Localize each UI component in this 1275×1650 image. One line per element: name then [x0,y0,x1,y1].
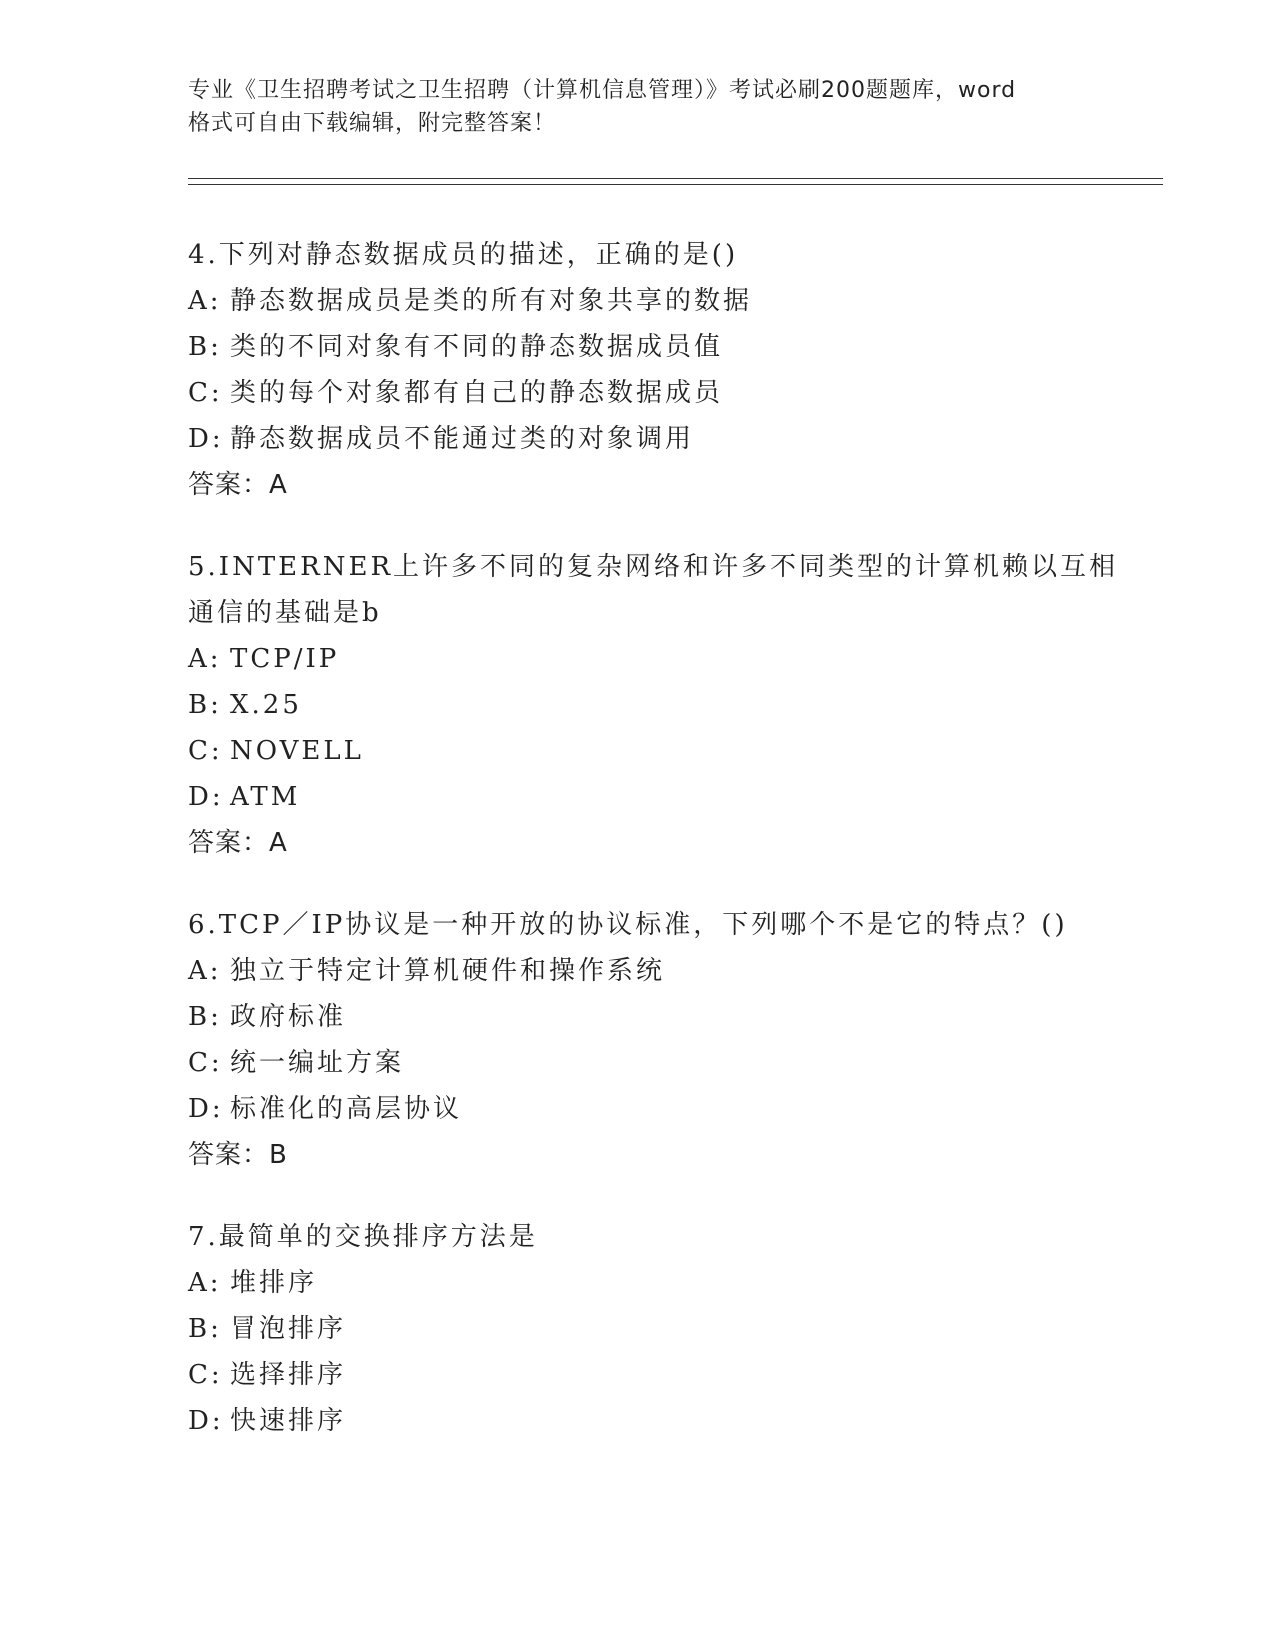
question-6 [188,902,1088,1178]
option-text: 政府标准 [230,1002,347,1032]
option-d [188,774,1088,820]
option-text: 静态数据成员不能通过类的对象调用 [230,424,695,454]
option-key: D: [188,424,224,454]
question-stem: 4.下列对静态数据成员的描述，正确的是() [188,240,739,270]
option-d [188,1398,1088,1444]
option-text: ATM [230,782,301,812]
option-text: 独立于特定计算机硬件和操作系统 [230,956,666,986]
header-divider-bottom [188,184,1163,185]
question-stem-line-1: 5.INTERNER上许多不同的复杂网络和许多不同类型的计算机赖以互相 [188,552,1119,582]
question-stem: 6.TCP／IP协议是一种开放的协议标准，下列哪个不是它的特点？() [188,910,1068,940]
option-a [188,636,1088,682]
option-d [188,416,1088,462]
option-text: NOVELL [230,736,364,766]
option-key: B: [188,1314,222,1344]
question-stem: 7.最简单的交换排序方法是 [188,1222,538,1252]
option-key: D: [188,1406,224,1436]
option-text: 快速排序 [230,1406,347,1436]
option-text: TCP/IP [230,644,340,674]
option-b [188,1306,1088,1352]
header-title-line-2: 格式可自由下载编辑，附完整答案！ [188,111,557,136]
option-key: C: [188,736,223,766]
option-a [188,948,1088,994]
option-b [188,994,1088,1040]
option-key: A: [188,286,222,316]
option-c [188,370,1088,416]
option-c [188,1352,1088,1398]
question-stem-line-2: 通信的基础是b [188,598,382,628]
option-key: C: [188,1360,223,1390]
option-a [188,1260,1088,1306]
option-key: A: [188,956,222,986]
document-header [188,74,1108,140]
option-key: B: [188,1002,222,1032]
option-key: B: [188,690,222,720]
question-5 [188,544,1119,866]
option-key: D: [188,1094,224,1124]
option-key: A: [188,644,222,674]
option-text: X.25 [230,690,302,720]
option-b [188,682,1088,728]
option-d [188,1086,1088,1132]
option-a [188,278,1088,324]
question-4 [188,232,1088,508]
option-text: 统一编址方案 [230,1048,405,1078]
answer-line: 答案：B [188,1140,288,1170]
option-key: C: [188,1048,223,1078]
question-list [188,232,1119,1480]
header-title-line-1: 专业《卫生招聘考试之卫生招聘（计算机信息管理）》考试必刷200题题库，word [188,78,1017,103]
option-text: 标准化的高层协议 [230,1094,463,1124]
header-divider-top [188,178,1163,179]
option-text: 冒泡排序 [230,1314,347,1344]
answer-line: 答案：A [188,828,288,858]
option-key: A: [188,1268,222,1298]
option-text: 类的每个对象都有自己的静态数据成员 [230,378,724,408]
option-text: 类的不同对象有不同的静态数据成员值 [230,332,724,362]
answer-line: 答案：A [188,470,288,500]
option-key: C: [188,378,223,408]
option-text: 堆排序 [230,1268,318,1298]
option-text: 静态数据成员是类的所有对象共享的数据 [230,286,753,316]
option-c [188,728,1088,774]
option-key: B: [188,332,222,362]
option-text: 选择排序 [230,1360,347,1390]
question-7 [188,1214,1088,1444]
option-c [188,1040,1088,1086]
option-b [188,324,1088,370]
option-key: D: [188,782,224,812]
